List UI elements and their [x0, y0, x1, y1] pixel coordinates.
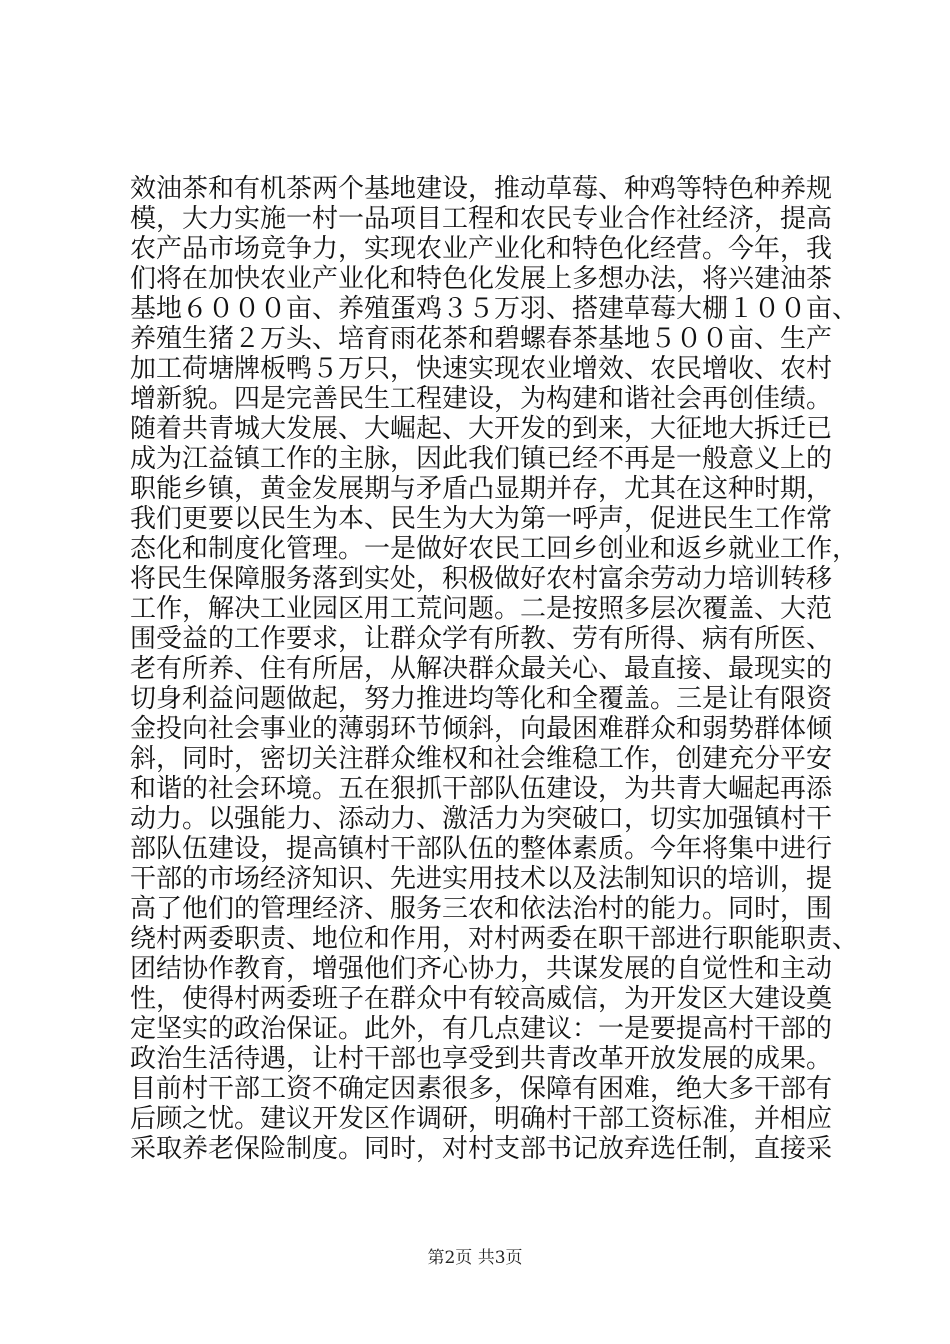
text-line: 部队伍建设，提高镇村干部队伍的整体素质。今年将集中进行: [130, 834, 833, 864]
text-line: 农产品市场竞争力，实现农业产业化和特色化经营。今年，我: [130, 234, 833, 264]
text-line: 绕村两委职责、地位和作用，对村两委在职干部进行职能职责、: [130, 924, 859, 954]
text-line: 政治生活待遇，让村干部也享受到共青改革开放发展的成果。: [130, 1044, 833, 1074]
text-line: 职能乡镇，黄金发展期与矛盾凸显期并存，尤其在这种时期，: [130, 474, 833, 504]
text-line: 模，大力实施一村一品项目工程和农民专业合作社经济，提高: [130, 204, 833, 234]
text-line: 定坚实的政治保证。此外，有几点建议：一是要提高村干部的: [130, 1014, 833, 1044]
page-footer: 第2页 共3页: [427, 1248, 523, 1268]
text-line: 切身利益问题做起，努力推进均等化和全覆盖。三是让有限资: [130, 684, 833, 714]
text-line: 随着共青城大发展、大崛起、大开发的到来，大征地大拆迁已: [130, 414, 833, 444]
text-line: 高了他们的管理经济、服务三农和依法治村的能力。同时，围: [130, 894, 833, 924]
text-line: 工作，解决工业园区用工荒问题。二是按照多层次覆盖、大范: [130, 594, 833, 624]
text-line: 围受益的工作要求，让群众学有所教、劳有所得、病有所医、: [130, 624, 833, 654]
text-line: 采取养老保险制度。同时，对村支部书记放弃选任制，直接采: [130, 1134, 833, 1164]
text-line: 们将在加快农业产业化和特色化发展上多想办法，将兴建油茶: [130, 264, 833, 294]
text-line: 干部的市场经济知识、先进实用技术以及法制知识的培训，提: [130, 864, 833, 894]
body-paragraph: [130, 174, 859, 1164]
text-line: 后顾之忧。建议开发区作调研，明确村干部工资标准，并相应: [130, 1104, 833, 1134]
text-line: 效油茶和有机茶两个基地建设，推动草莓、种鸡等特色种养规: [130, 174, 833, 204]
text-line: 将民生保障服务落到实处，积极做好农村富余劳动力培训转移: [130, 564, 833, 594]
text-line: 养殖生猪２万头、培育雨花茶和碧螺春茶基地５００亩、生产: [130, 324, 833, 354]
text-line: 性，使得村两委班子在群众中有较高威信，为开发区大建设奠: [130, 984, 833, 1014]
text-line: 成为江益镇工作的主脉，因此我们镇已经不再是一般意义上的: [130, 444, 833, 474]
text-line: 老有所养、住有所居，从解决群众最关心、最直接、最现实的: [130, 654, 833, 684]
text-line: 和谐的社会环境。五在狠抓干部队伍建设，为共青大崛起再添: [130, 774, 833, 804]
text-line: 态化和制度化管理。一是做好农民工回乡创业和返乡就业工作，: [130, 534, 859, 564]
text-line: 我们更要以民生为本、民生为大为第一呼声，促进民生工作常: [130, 504, 833, 534]
text-line: 动力。以强能力、添动力、激活力为突破口，切实加强镇村干: [130, 804, 833, 834]
text-line: 基地６０００亩、养殖蛋鸡３５万羽、搭建草莓大棚１００亩、: [130, 294, 859, 324]
text-line: 金投向社会事业的薄弱环节倾斜，向最困难群众和弱势群体倾: [130, 714, 833, 744]
text-line: 团结协作教育，增强他们齐心协力，共谋发展的自觉性和主动: [130, 954, 833, 984]
text-line: 斜，同时，密切关注群众维权和社会维稳工作，创建充分平安: [130, 744, 833, 774]
text-line: 增新貌。四是完善民生工程建设，为构建和谐社会再创佳绩。: [130, 384, 833, 414]
text-line: 加工荷塘牌板鸭５万只，快速实现农业增效、农民增收、农村: [130, 354, 833, 384]
text-line: 目前村干部工资不确定因素很多，保障有困难，绝大多干部有: [130, 1074, 833, 1104]
